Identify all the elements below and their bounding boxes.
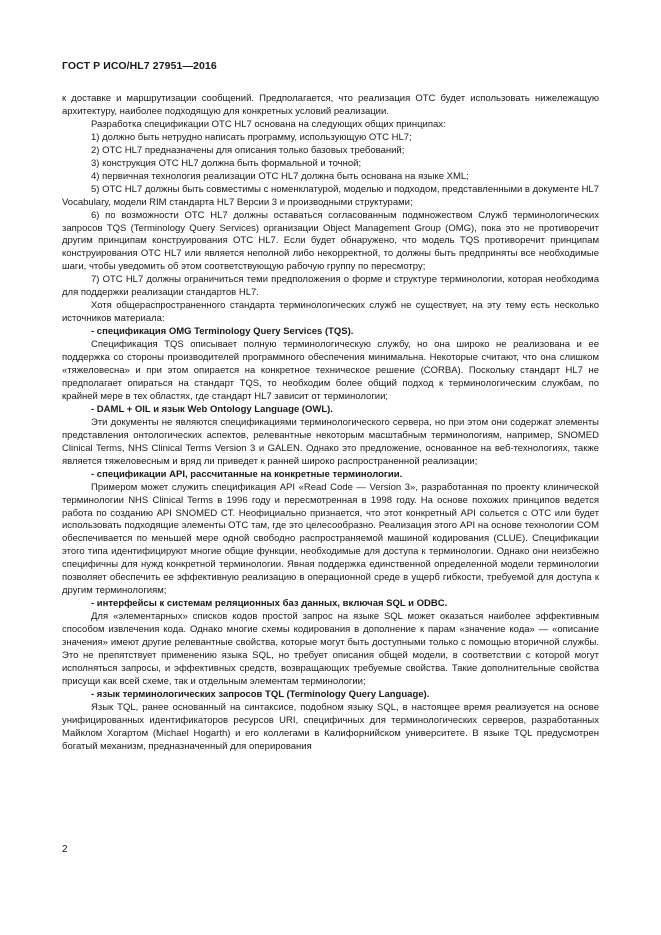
paragraph: Хотя общераспространенного стандарта терминологических служб не существует, на эту тему есть несколько источников материала: — [62, 300, 599, 325]
paragraph: Разработка спецификации ОТС HL7 основана на следующих общих принципах: — [91, 118, 446, 130]
section-heading: - спецификация OMG Terminology Query Services (TQS). — [91, 326, 354, 338]
section-heading: - интерфейсы к системам реляционных баз данных, включая SQL и ODBC. — [91, 598, 448, 610]
document-header: ГОСТ Р ИСО/HL7 27951—2016 — [62, 60, 217, 72]
section-heading: - спецификации API, рассчитанные на конкретные терминологии. — [91, 468, 403, 480]
document-body — [62, 93, 599, 754]
paragraph: 4) первичная технология реализации ОТС HL7 должна быть основана на языке XML; — [91, 170, 469, 182]
paragraph: Для «элементарных» списков кодов простой запрос на языке SQL может оказаться наиболее эффективным способом извлечения кода. Однако многие схемы кодирования в дополнение к парам «значение кода» — «описание значения» имеют другие релевантные свойства, которые могут быть доступными только с помощью вторичной службы. Это не препятствует применению языка SQL, но требует описания общей модели, в соответствии с которой могут исполняться запросы, и эффективных средств, возвращающих требуемые свойства. Такие дополнительные свойства присущи как всей схеме, так и отдельным элементам терминологии; — [62, 611, 599, 687]
paragraph: Эти документы не являются спецификациями терминологического сервера, но при этом они содержат элементы представления онтологических аспектов, релевантные некоторым масштабным терминологиям, например, SNOMED Clinical Terms, NHS Clinical Terms Version 3 и GALEN. Однако это предложение, основанное на веб-технологиях, также является тяжеловесным и вряд ли приведет к ранней широко распространенной реализации; — [62, 416, 599, 467]
section-heading: - язык терминологических запросов TQL (Terminology Query Language). — [91, 688, 430, 700]
section-heading: - DAML + OIL и язык Web Ontology Language (OWL). — [91, 403, 333, 415]
paragraph: к доставке и маршрутизации сообщений. Предполагается, что реализация ОТС будет использовать нижележащую архитектуру, наиболее подходящую для конкретных условий реализации. — [62, 93, 599, 117]
paragraph: Примером может служить спецификация API «Read Code — Version 3», разработанная по проекту клинической терминологии NHS Clinical Terms в 1996 году и пересмотренная в 1998 году. На основе похожих принципов ведется работа по созданию API SNOMED CT. Неофициально признается, что этот конкретный API сольется с ОТС или будет использовать подходящие элементы ОТС там, где это целесообразно. Реализация этого API на основе технологии COM обеспечивается по меньшей мере одной свободно распространяемой машиной кодирования (CLUE). Спецификации этого типа идентифицируют многие общие функции, необходимые для доступа к терминологии. Однако они неизбежно специфичны для нужд конкретной терминологии. Явная поддержка единственной определенной модели терминологии позволяет обеспечить ее эффективную реализацию в операционной среде в ущерб гибкости, требуемой для доступа к другим терминологиям; — [62, 481, 599, 597]
paragraph: Спецификация TQS описывает полную терминологическую службу, но она широко не реализована и ее поддержка со стороны производителей программного обеспечения минимальна. Некоторые считают, что она слишком «тяжеловесна» и при этом опирается на конкретное техническое решение (CORBA). Поскольку стандарт HL7 не предполагает опираться на стандарт TQS, то необходим более общий подход к терминологическим службам, по крайней мере в тех областях, где стандарт HL7 зависит от терминологии; — [62, 339, 599, 402]
paragraph: 6) по возможности ОТС HL7 должны оставаться согласованным подмножеством Служб терминологических запросов TQS (Terminology Query Services) организации Object Management Group (OMG), пока это не противоречит другим принципам конструирования ОТС HL7. Если будет обнаружено, что модель TQS противоречит принципам конструирования ОТС HL7 или является неполной либо некорректной, то должны быть предприняты все необходимые шаги, чтобы уведомить об этом соответствующую рабочую группу по пересмотру; — [62, 209, 599, 273]
paragraph: 2) ОТС HL7 предназначены для описания только базовых требований; — [91, 144, 405, 156]
paragraph: Язык TQL, ранее основанный на синтаксисе, подобном языку SQL, в настоящее время реализуется на основе унифицированных идентификаторов ресурсов URI, специфичных для терминологических серверов, разработанных Майклом Хогартом (Michael Hogarth) и его коллегами в Калифорнийском университете. В языке TQL предусмотрен богатый механизм, предназначенный для оперирования — [62, 701, 599, 752]
paragraph: 7) ОТС HL7 должны ограничиться теми предположения о форме и структуре терминологии, которая необходима для поддержки реализации стандартов HL7. — [62, 274, 599, 299]
paragraph: 3) конструкция ОТС HL7 должна быть формальной и точной; — [91, 157, 362, 169]
page-number: 2 — [62, 844, 68, 855]
paragraph: 5) ОТС HL7 должны быть совместимы с номенклатурой, моделью и подходом, представленными в документе HL7 Vocabulary, модели RIM стандарта HL7 Версии 3 и производными структурами; — [62, 183, 599, 208]
paragraph: 1) должно быть нетрудно написать программу, использующую ОТС HL7; — [91, 131, 412, 143]
